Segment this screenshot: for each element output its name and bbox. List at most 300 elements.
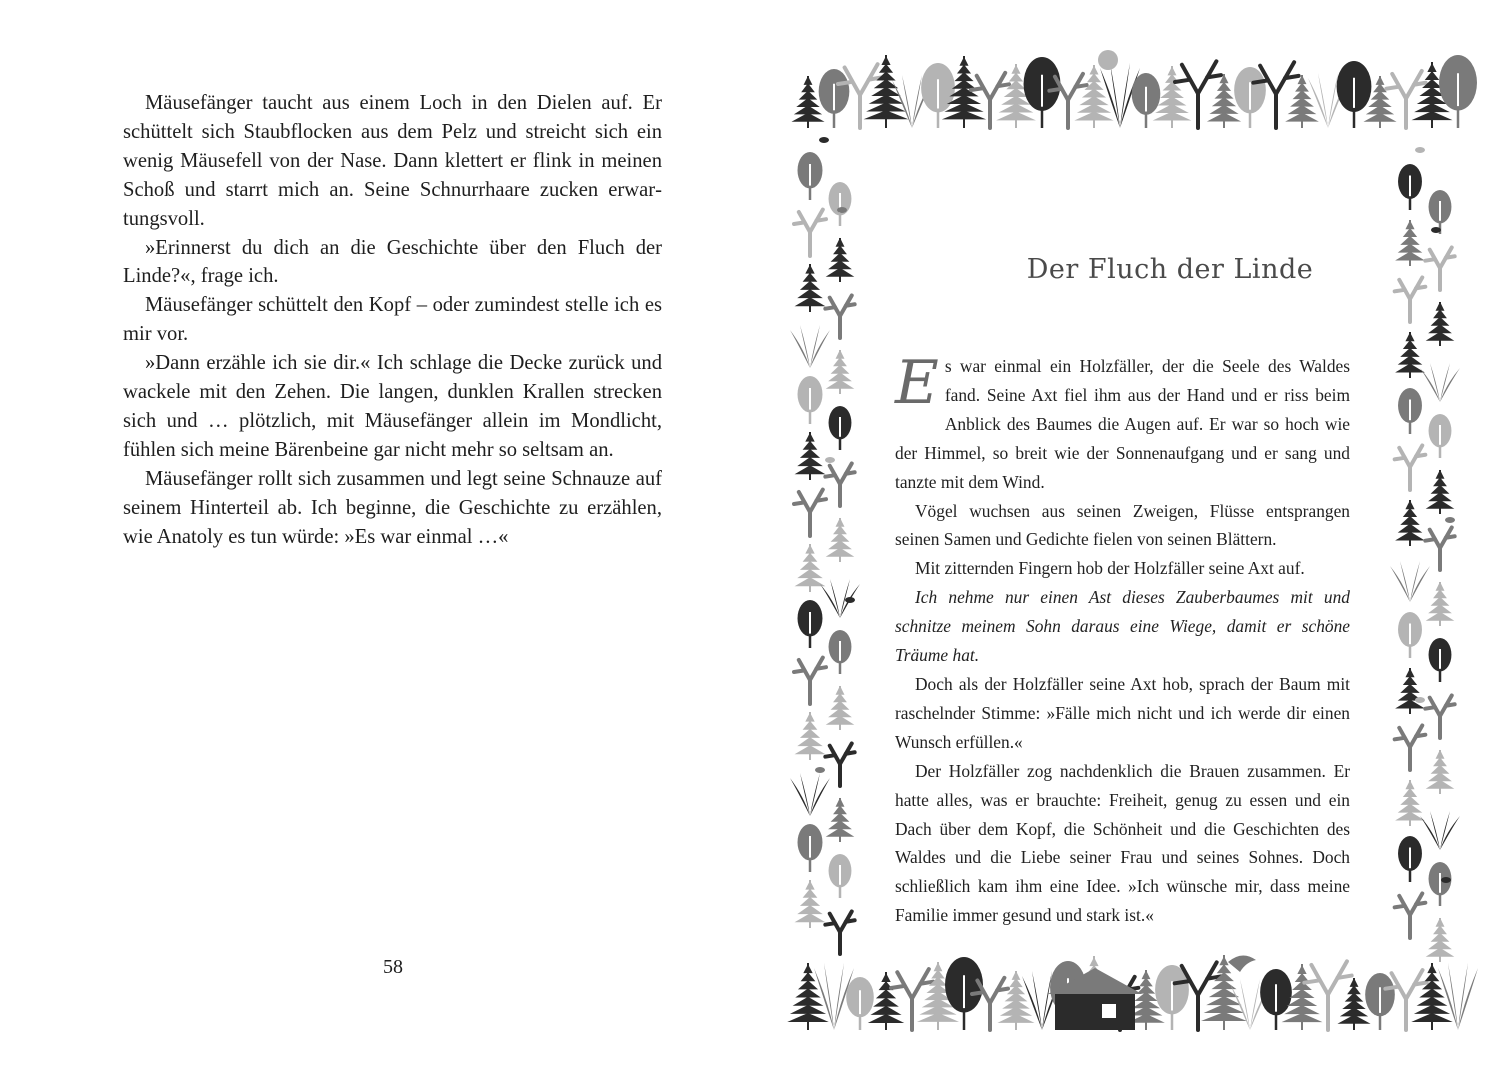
bare-tree-icon bbox=[1425, 695, 1454, 738]
pine-tier bbox=[795, 745, 826, 754]
pine-tier bbox=[1425, 71, 1440, 80]
leafy-tree-icon bbox=[1337, 61, 1372, 128]
italic-paragraph: Ich nehme nur einen Ast dieses Zauberbaumes mit und schnitze meinem Sohn daraus eine Wiege, damit er schöne Träume hat. bbox=[895, 587, 1350, 666]
pine-tree-icon bbox=[1411, 963, 1453, 1030]
leafy-tree-icon bbox=[829, 182, 852, 226]
branch bbox=[1430, 698, 1440, 738]
pine-tree-icon bbox=[1395, 332, 1425, 378]
pine-tree-icon bbox=[1337, 978, 1370, 1030]
right-page bbox=[760, 0, 1500, 1086]
leaf bbox=[1410, 566, 1430, 602]
pine-tier bbox=[1403, 228, 1417, 237]
leaf bbox=[1440, 363, 1450, 402]
branch bbox=[830, 914, 840, 954]
bottom-forest-border bbox=[787, 955, 1478, 1030]
pine-tier bbox=[1395, 531, 1425, 540]
pine-tier bbox=[1425, 972, 1440, 981]
branch bbox=[972, 992, 984, 994]
pine-tier bbox=[803, 721, 818, 730]
bare-tree-icon bbox=[794, 658, 826, 704]
leafy-tree-icon bbox=[1429, 190, 1452, 234]
pine-tier bbox=[801, 972, 816, 981]
pebble-icon bbox=[1415, 147, 1425, 153]
branch bbox=[1395, 906, 1405, 908]
pine-tree-icon bbox=[795, 712, 826, 760]
pine-tier bbox=[1089, 957, 1098, 966]
branch bbox=[830, 466, 840, 506]
bush-icon bbox=[1420, 806, 1460, 850]
pine-tree-icon bbox=[826, 518, 855, 562]
pine-tier bbox=[1417, 997, 1448, 1006]
pine-tier bbox=[959, 57, 968, 66]
leaf bbox=[824, 963, 834, 1030]
pine-tier bbox=[798, 980, 818, 989]
leaf bbox=[1240, 979, 1250, 1030]
leafy-tree-icon bbox=[1234, 67, 1266, 128]
pine-tier bbox=[797, 905, 823, 914]
leafy-tree-icon bbox=[798, 600, 823, 648]
branch bbox=[794, 502, 804, 504]
drop-cap: E bbox=[895, 348, 939, 418]
pine-tier bbox=[803, 441, 818, 450]
pine-tier bbox=[1400, 236, 1419, 245]
pine-tree-icon bbox=[1395, 500, 1425, 546]
leaf bbox=[810, 325, 820, 368]
leaf bbox=[1430, 811, 1440, 850]
pine-tier bbox=[1297, 965, 1306, 974]
branch bbox=[1399, 728, 1410, 770]
pebble-icon bbox=[1415, 697, 1425, 703]
branch bbox=[1175, 981, 1190, 983]
bare-tree-icon bbox=[1425, 527, 1454, 570]
pine-tier bbox=[1414, 1005, 1450, 1014]
branch bbox=[825, 923, 835, 924]
pine-tier bbox=[1436, 750, 1445, 759]
pine-tier bbox=[1287, 997, 1317, 1006]
leaf bbox=[800, 325, 810, 368]
paragraph: »Erinnerst du dich an die Geschichte über den Fluch der Linde?«, frage ich. bbox=[123, 236, 662, 288]
pebble-icon bbox=[1441, 877, 1451, 883]
pebble-icon bbox=[837, 207, 847, 213]
pine-tier bbox=[1405, 332, 1414, 341]
pine-tier bbox=[1350, 978, 1359, 987]
pine-tier bbox=[805, 713, 814, 722]
pine-tier bbox=[1436, 470, 1445, 479]
branch bbox=[1416, 287, 1425, 289]
pine-tree-icon bbox=[1285, 75, 1319, 128]
branch bbox=[825, 755, 835, 756]
bush-icon bbox=[790, 320, 830, 368]
pine-tier bbox=[800, 729, 820, 738]
pine-tier bbox=[1419, 989, 1444, 998]
paragraph: Vögel wuchsen aus seinen Zweigen, Flüsse entsprangen seinen Samen und Gedichte fielen von seinen Blättern. bbox=[895, 500, 1350, 550]
pine-tier bbox=[1400, 796, 1419, 805]
leaf bbox=[810, 778, 830, 816]
pine-tier bbox=[803, 553, 818, 562]
leaf bbox=[1042, 971, 1052, 1030]
leaf bbox=[1440, 811, 1450, 850]
branch bbox=[1385, 987, 1398, 989]
branch bbox=[846, 304, 855, 305]
moon-icon bbox=[1098, 50, 1118, 70]
pine-tier bbox=[1398, 356, 1423, 365]
leafy-tree-icon bbox=[798, 824, 823, 872]
cabin-wall bbox=[1055, 992, 1135, 1030]
pine-tier bbox=[1411, 1013, 1453, 1022]
pine-tier bbox=[797, 737, 823, 746]
pine-tier bbox=[805, 545, 814, 554]
pine-tier bbox=[870, 1006, 901, 1015]
leaf bbox=[1328, 73, 1338, 128]
pine-tier bbox=[1289, 989, 1314, 998]
branch bbox=[1392, 74, 1406, 128]
pine-tier bbox=[879, 64, 893, 73]
branch bbox=[1425, 707, 1435, 708]
bush-icon bbox=[790, 768, 830, 816]
pine-tier bbox=[996, 111, 1036, 120]
pine-tree-icon bbox=[795, 880, 826, 928]
pine-tree-icon bbox=[1426, 582, 1455, 626]
leaf bbox=[1032, 971, 1042, 1030]
paragraph: Doch als der Holzfäller seine Axt hob, sprach der Baum mit raschelnder Stimme: »Fälle mich nicht und ich werde dir einen Wunsch erfüllen.« bbox=[895, 673, 1350, 752]
pine-tree-icon bbox=[864, 55, 909, 128]
pine-tier bbox=[1427, 964, 1436, 973]
branch bbox=[1395, 738, 1405, 740]
left-page-text bbox=[123, 89, 662, 552]
leafy-tree-icon bbox=[829, 630, 852, 674]
pine-tier bbox=[1436, 302, 1445, 311]
branch bbox=[816, 499, 826, 501]
branch bbox=[799, 660, 810, 704]
leaf bbox=[1250, 979, 1260, 1030]
pine-tier bbox=[805, 433, 814, 442]
pine-tier bbox=[1395, 363, 1425, 372]
leaf bbox=[834, 963, 844, 1030]
pine-tree-icon bbox=[787, 963, 829, 1030]
pine-tier bbox=[1142, 970, 1151, 979]
branch bbox=[977, 981, 990, 1031]
pine-tier bbox=[1168, 66, 1177, 75]
pine-tier bbox=[1012, 971, 1021, 980]
bare-tree-icon bbox=[825, 743, 854, 786]
pine-tier bbox=[800, 561, 820, 570]
leaf bbox=[820, 584, 840, 618]
leafy-tree-icon bbox=[1429, 414, 1452, 458]
pine-tree-icon bbox=[826, 350, 855, 394]
pine-tier bbox=[800, 897, 820, 906]
pine-tree-icon bbox=[795, 544, 826, 592]
pine-tier bbox=[805, 881, 814, 890]
pine-tier bbox=[797, 457, 823, 466]
leaf bbox=[1458, 968, 1478, 1030]
pine-tier bbox=[1398, 524, 1423, 533]
pine-tree-icon bbox=[1426, 918, 1455, 962]
branch bbox=[846, 920, 855, 921]
pebble-icon bbox=[825, 457, 835, 463]
branch bbox=[794, 222, 804, 224]
leaf bbox=[1390, 566, 1410, 602]
pine-tier bbox=[1400, 684, 1419, 693]
branch bbox=[1175, 80, 1190, 82]
bush-icon bbox=[820, 574, 860, 618]
leafy-tree-icon bbox=[846, 977, 874, 1030]
leaf bbox=[1430, 363, 1440, 402]
paragraph: Der Holzfäller zog nachdenklich die Brauen zusammen. Er hatte alles, was er brauchte: Freiheit, genug zu essen und ein Dach über dem Kopf, die Schönheit und die Geschichten des Waldes und die Liebe seiner Frau und seines Sohnes. Doch schließlich kam ihm eine Idee. »Ich wünsche mir, dass meine Familie immer gesund und stark ist.« bbox=[895, 760, 1350, 926]
leafy-tree-icon bbox=[829, 406, 852, 450]
cabin-window bbox=[1102, 1004, 1116, 1018]
leaf bbox=[1440, 816, 1460, 850]
pine-tier bbox=[874, 79, 898, 88]
pine-tier bbox=[795, 465, 826, 474]
pine-tier bbox=[1414, 103, 1450, 112]
branch bbox=[799, 492, 810, 536]
pine-tree-icon bbox=[1395, 780, 1425, 826]
pine-tier bbox=[881, 56, 890, 65]
pine-tier bbox=[1212, 980, 1237, 989]
pine-tier bbox=[866, 102, 906, 111]
pine-tier bbox=[868, 1014, 904, 1023]
branch bbox=[997, 989, 1008, 991]
left-forest-border bbox=[790, 152, 860, 954]
pine-tier bbox=[1398, 804, 1423, 813]
branch bbox=[1395, 458, 1405, 460]
branch bbox=[1446, 536, 1455, 537]
leafy-tree-icon bbox=[1155, 965, 1189, 1030]
branch bbox=[1207, 75, 1221, 77]
leafy-tree-icon bbox=[1365, 973, 1395, 1030]
branch bbox=[1425, 539, 1435, 540]
paragraph: »Dann erzähle ich sie dir.« Ich schlage die Decke zurück und wackele mit den Zehen. Die langen, dunklen Krallen strecken sich und … plötzlich, mit Mäusefänger allein im Mondlicht, fühlen sich meine Bärenbeine gar nicht mehr so seltsam an. bbox=[123, 352, 662, 461]
branch bbox=[1414, 83, 1426, 85]
branch bbox=[799, 212, 810, 256]
pine-tier bbox=[836, 518, 845, 527]
pine-tier bbox=[873, 998, 899, 1007]
branch bbox=[1399, 896, 1410, 938]
branch bbox=[816, 219, 826, 221]
pebble-icon bbox=[1445, 517, 1455, 523]
branch bbox=[838, 82, 852, 84]
pine-tier bbox=[1405, 500, 1414, 509]
pine-tier bbox=[795, 577, 826, 586]
branch bbox=[816, 667, 826, 669]
leaf bbox=[810, 773, 820, 816]
bare-tree-icon bbox=[825, 463, 854, 506]
bare-tree-icon bbox=[1395, 894, 1426, 938]
bird-icon bbox=[1228, 955, 1256, 972]
paragraph: Mit zitternden Fingern hob der Holzfäller seine Axt auf. bbox=[915, 558, 1305, 579]
pebble-icon bbox=[815, 767, 825, 773]
leaf bbox=[912, 75, 922, 128]
pine-tier bbox=[1403, 508, 1417, 517]
paragraph: Mäusefänger taucht aus einem Loch in den Dielen auf. Er schüttelt sich Staubflocken aus dem Pelz und streicht sich ein wenig Mäusefell von der Nase. Dann klettert er flink in meinen Schoß und starrt mich an. Seine Schnurrhaare zucken erwartungsvoll. bbox=[123, 92, 662, 230]
pine-tier bbox=[836, 798, 845, 807]
branch bbox=[825, 475, 835, 476]
leaf bbox=[1318, 73, 1328, 128]
leafy-tree-icon bbox=[798, 376, 823, 424]
branch bbox=[1253, 80, 1268, 82]
branch bbox=[998, 84, 1009, 86]
branch bbox=[1395, 290, 1405, 292]
pine-tier bbox=[869, 95, 904, 104]
pine-tier bbox=[1436, 918, 1445, 927]
leaf bbox=[790, 778, 810, 816]
paragraph: Mäusefänger schüttelt den Kopf – oder zumindest stelle ich es mir vor. bbox=[123, 294, 662, 346]
pine-tier bbox=[797, 569, 823, 578]
branch bbox=[794, 670, 804, 672]
bare-tree-icon bbox=[825, 295, 854, 338]
pine-tier bbox=[1400, 348, 1419, 357]
pine-tier bbox=[1405, 220, 1414, 229]
leaf bbox=[1420, 816, 1440, 850]
leaf bbox=[902, 75, 912, 128]
pine-tree-icon bbox=[1426, 302, 1455, 346]
paragraph: Mäusefänger rollt sich zusammen und legt seine Schnauze auf seinem Hinterteil ab. Ich beginne, die Geschichte zu erzählen, wie Anatoly es tun würde: »Es war einmal …« bbox=[123, 467, 662, 548]
pine-tier bbox=[1403, 788, 1417, 797]
chapter-title: Der Fluch der Linde bbox=[1026, 254, 1314, 285]
branch bbox=[977, 76, 990, 128]
pine-tree-icon bbox=[795, 264, 826, 312]
pine-tier bbox=[790, 1005, 826, 1014]
pine-tree-icon bbox=[1426, 470, 1455, 514]
leaf bbox=[1110, 63, 1120, 128]
branch bbox=[1075, 85, 1086, 87]
leaf bbox=[1230, 984, 1250, 1030]
pine-tier bbox=[1398, 244, 1423, 253]
branch bbox=[1399, 280, 1410, 322]
pine-tree-icon bbox=[1426, 750, 1455, 794]
first-paragraph bbox=[895, 348, 1350, 497]
branch bbox=[1430, 530, 1440, 570]
leafy-tree-icon bbox=[1398, 836, 1422, 882]
pine-tier bbox=[1400, 516, 1419, 525]
pine-tier bbox=[1011, 65, 1020, 74]
pine-tier bbox=[1089, 66, 1098, 75]
pebble-icon bbox=[845, 597, 855, 603]
leaf bbox=[1448, 963, 1458, 1030]
pine-tree-icon bbox=[1074, 65, 1113, 128]
pine-tier bbox=[836, 238, 845, 247]
branch bbox=[1337, 976, 1351, 978]
pine-tier bbox=[797, 289, 823, 298]
pine-tier bbox=[795, 297, 826, 306]
branch bbox=[920, 982, 933, 984]
pine-tier bbox=[1427, 63, 1436, 72]
pine-tier bbox=[795, 913, 826, 922]
leafy-tree-icon bbox=[1398, 388, 1422, 434]
pine-tree-icon bbox=[826, 686, 855, 730]
pine-tier bbox=[1282, 1013, 1323, 1022]
bush-icon bbox=[1420, 358, 1460, 402]
pine-tier bbox=[836, 350, 845, 359]
pine-tier bbox=[800, 449, 820, 458]
branch bbox=[1416, 455, 1425, 457]
pine-tier bbox=[793, 997, 824, 1006]
pine-tier bbox=[1284, 1005, 1320, 1014]
leaf bbox=[1120, 63, 1130, 128]
pine-tier bbox=[1436, 582, 1445, 591]
bare-tree-icon bbox=[1395, 726, 1426, 770]
pine-tier bbox=[1403, 340, 1417, 349]
pine-tier bbox=[787, 1013, 829, 1022]
pine-tier bbox=[934, 962, 943, 971]
pine-tier bbox=[1403, 676, 1417, 685]
leafy-tree-icon bbox=[798, 152, 823, 200]
bare-tree-icon bbox=[825, 911, 854, 954]
pine-tier bbox=[804, 76, 813, 85]
pine-tier bbox=[803, 889, 818, 898]
pine-tier bbox=[1219, 956, 1228, 965]
pebble-icon bbox=[819, 137, 829, 143]
leaf bbox=[1440, 368, 1460, 402]
leafy-tree-icon bbox=[1398, 164, 1422, 210]
leaf bbox=[1400, 561, 1410, 602]
bare-tree-icon bbox=[794, 490, 826, 536]
pine-tree-icon bbox=[795, 432, 826, 480]
branch bbox=[891, 986, 905, 988]
branch bbox=[1416, 903, 1425, 905]
branch bbox=[1446, 704, 1455, 705]
pine-tier bbox=[881, 973, 890, 982]
branch bbox=[846, 472, 855, 473]
pine-tier bbox=[803, 964, 812, 973]
pine-tier bbox=[800, 281, 820, 290]
top-forest-border bbox=[791, 50, 1477, 128]
pine-tier bbox=[1376, 76, 1385, 85]
branch bbox=[846, 752, 855, 753]
pine-tier bbox=[1217, 964, 1232, 973]
branch bbox=[825, 307, 835, 308]
pine-tier bbox=[1405, 780, 1414, 789]
pine-tier bbox=[1412, 111, 1453, 120]
leafy-tree-icon bbox=[1429, 862, 1452, 906]
bush-icon bbox=[1390, 556, 1430, 602]
pine-tier bbox=[876, 989, 896, 998]
branch bbox=[1414, 982, 1426, 984]
pine-tree-icon bbox=[1395, 668, 1425, 714]
pine-tier bbox=[1204, 1004, 1245, 1013]
pine-tier bbox=[999, 104, 1034, 113]
pine-tree-icon bbox=[826, 238, 855, 282]
pine-tier bbox=[1201, 1012, 1247, 1021]
branch bbox=[1049, 89, 1061, 91]
pine-tree-icon bbox=[826, 798, 855, 842]
leafy-tree-icon bbox=[1429, 638, 1452, 682]
leafy-tree-icon bbox=[1398, 612, 1422, 658]
pine-tier bbox=[1405, 668, 1414, 677]
leaf bbox=[810, 330, 830, 368]
story-text bbox=[895, 348, 1350, 930]
branch bbox=[1386, 87, 1399, 89]
branch bbox=[830, 746, 840, 786]
first-paragraph-text: s war einmal ein Holzfäller, der die Seele des Waldes fand. Seine Axt fiel ihm aus der Hand und er riss beim Anblick des Baumes die Augen auf. Er war so hoch wie der Himmel, so breit wie der Sonnenaufgang und er sang und tanzte mit dem Wind. bbox=[895, 356, 1350, 492]
leaf bbox=[1420, 368, 1440, 402]
leafy-tree-icon bbox=[829, 854, 852, 898]
branch bbox=[971, 88, 983, 90]
branch bbox=[1285, 76, 1299, 78]
pine-tier bbox=[836, 686, 845, 695]
leaf bbox=[1458, 963, 1468, 1030]
pine-tier bbox=[795, 989, 820, 998]
bare-tree-icon bbox=[1395, 446, 1426, 490]
pine-tier bbox=[803, 273, 818, 282]
pine-tier bbox=[805, 265, 814, 274]
leaf bbox=[800, 773, 810, 816]
leaf bbox=[790, 330, 810, 368]
pine-tier bbox=[864, 110, 909, 119]
leaf bbox=[1410, 561, 1420, 602]
page-number: 58 bbox=[383, 956, 403, 978]
branch bbox=[1399, 448, 1410, 490]
